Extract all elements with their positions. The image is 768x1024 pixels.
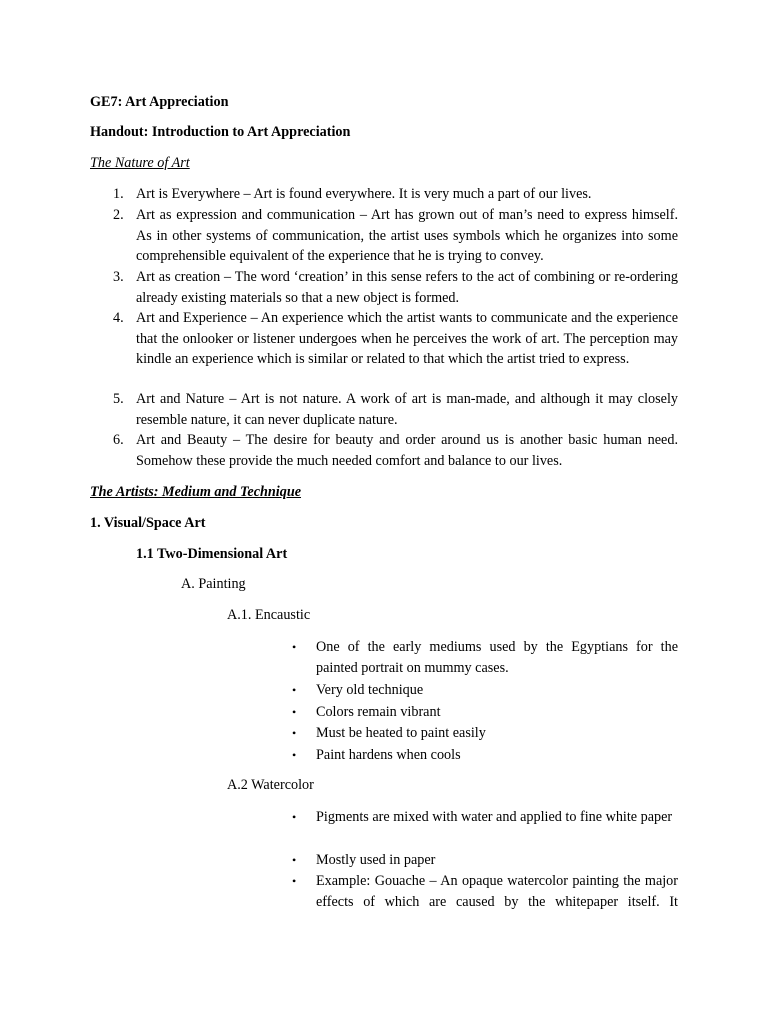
bullet-icon: •: [292, 874, 297, 888]
bullet-icon: •: [292, 705, 297, 719]
visual-art-heading: 1. Visual/Space Art: [90, 515, 206, 531]
list-number: 6.: [113, 432, 124, 448]
bullet-icon: •: [292, 726, 297, 740]
list-item-text: Art as expression and communication – Art has grown out of man’s need to express himself. As in other systems of communication, the artist uses symbols which he organizes into some comprehensible equivalent of the experience that he is trying to convey.: [136, 207, 678, 265]
list-number: 2.: [113, 207, 124, 223]
bullet-text: Pigments are mixed with water and applied to fine white paper: [316, 809, 673, 825]
encaustic-bullet-3: [292, 702, 678, 723]
nature-item-6: [113, 430, 678, 471]
encaustic-bullet-5: [292, 745, 678, 766]
nature-item-1: [113, 184, 678, 205]
course-title: GE7: Art Appreciation: [90, 94, 229, 110]
bullet-icon: •: [292, 853, 297, 867]
list-item-text: Art and Beauty – The desire for beauty and order around us is another basic human need. Somehow these provide the much needed comfort and balance to our lives.: [136, 432, 678, 469]
handout-title: Handout: Introduction to Art Appreciation: [90, 124, 351, 140]
bullet-text: Colors remain vibrant: [316, 704, 441, 720]
nature-item-4: [113, 308, 678, 370]
encaustic-bullet-1: [292, 637, 678, 678]
nature-item-2: [113, 205, 678, 267]
list-number: 3.: [113, 269, 124, 285]
list-item-text: Art and Nature – Art is not nature. A work of art is man-made, and although it may closely resemble nature, it can never duplicate nature.: [136, 391, 678, 428]
list-item-text: Art and Experience – An experience which the artist wants to communicate and the experience that the onlooker or listener undergoes when he perceives the work of art. The perception may kindle an experience which is similar or related to that which the artist tried to express.: [136, 310, 678, 368]
bullet-icon: •: [292, 810, 297, 824]
bullet-icon: •: [292, 683, 297, 697]
bullet-text: One of the early mediums used by the Egyptians for the painted portrait on mummy cases.: [316, 639, 678, 676]
encaustic-bullet-4: [292, 723, 678, 744]
watercolor-label: A.2 Watercolor: [227, 777, 314, 793]
watercolor-bullet-1: [292, 807, 678, 828]
painting-label: A. Painting: [181, 576, 246, 592]
watercolor-bullet-3: [292, 871, 678, 912]
bullet-text: Must be heated to paint easily: [316, 725, 486, 741]
list-number: 4.: [113, 310, 124, 326]
bullet-icon: •: [292, 640, 297, 654]
watercolor-bullet-2: [292, 850, 678, 871]
list-number: 1.: [113, 186, 124, 202]
nature-item-3: [113, 267, 678, 308]
bullet-text: Paint hardens when cools: [316, 747, 461, 763]
list-item-text: Art is Everywhere – Art is found everywhere. It is very much a part of our lives.: [136, 186, 592, 202]
bullet-text: Very old technique: [316, 682, 424, 698]
two-dimensional-heading: 1.1 Two-Dimensional Art: [136, 546, 288, 562]
artists-heading: The Artists: Medium and Technique: [90, 484, 302, 500]
bullet-text: Mostly used in paper: [316, 852, 436, 868]
bullet-text: Example: Gouache – An opaque watercolor painting the major effects of which are caused by the whitepaper itself. It: [316, 873, 678, 910]
bullet-icon: •: [292, 748, 297, 762]
list-item-text: Art as creation – The word ‘creation’ in this sense refers to the act of combining or re-ordering already existing materials so that a new object is formed.: [136, 269, 678, 306]
encaustic-label: A.1. Encaustic: [227, 607, 311, 623]
list-number: 5.: [113, 391, 124, 407]
nature-heading: The Nature of Art: [90, 155, 190, 171]
nature-item-5: [113, 389, 678, 430]
encaustic-bullet-2: [292, 680, 678, 701]
